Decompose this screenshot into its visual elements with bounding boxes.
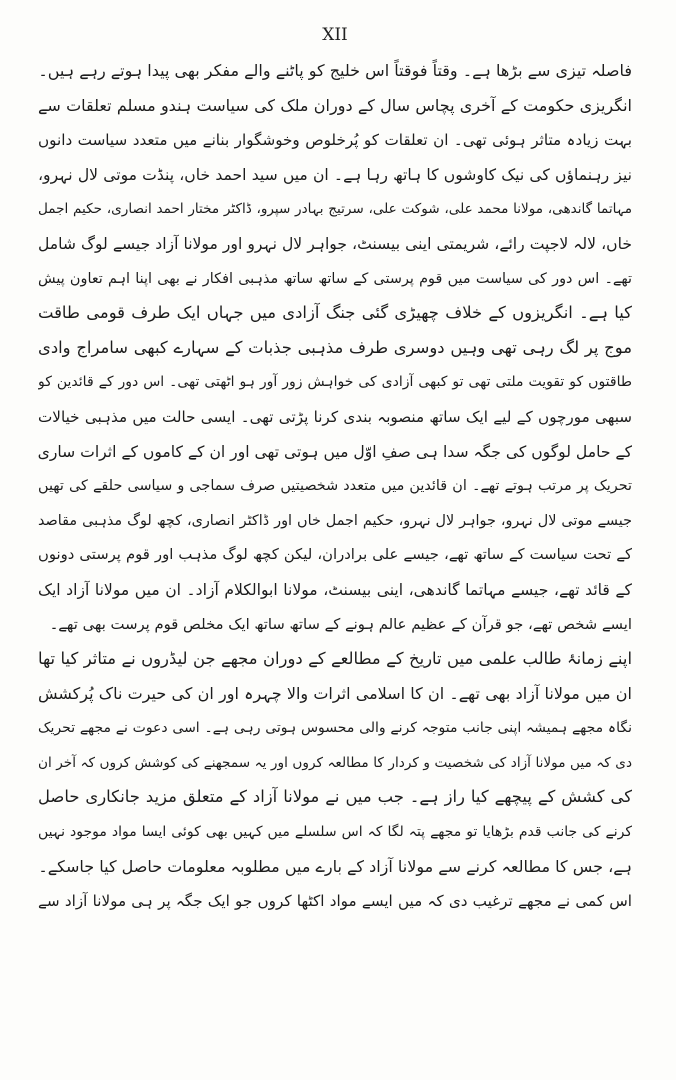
text-line: جیسے موتی لال نہرو، جواہر لال نہرو، حکیم اجمل خاں اور ڈاکٹر انصاری، کچھ لوگ مذہبی مقاصد	[38, 512, 632, 529]
text-line: ان میں مولانا آزاد بھی تھے۔ ان کا اسلامی اثرات والا چہرہ اور ان کی حیرت ناک پُرکشش	[38, 683, 632, 703]
text-line: ہے، جس کا مطالعہ کرنے سے مولانا آزاد کے بارے میں مطلوبہ معلومات حاصل کیا جاسکے۔	[38, 856, 632, 876]
text-line: کی کشش کے پیچھے کیا راز ہے۔ جب میں نے مولانا آزاد کے متعلق مزید جانکاری حاصل	[38, 787, 632, 807]
text-line: ایسے شخص تھے، جو قرآن کے عظیم عالم ہونے کے ساتھ ساتھ ایک مخلص قوم پرست بھی تھے۔	[49, 615, 632, 633]
text-line: کرنے کی جانب قدم بڑھایا تو مجھے پتہ لگا کہ اس سلسلے میں کہیں بھی کوئی ایسا مواد موجود نہیں	[38, 824, 632, 841]
text-line: اس کمی نے مجھے ترغیب دی کہ میں ایسے مواد اکٹھا کروں جو ایک جگہ پر ہی مولانا آزاد سے	[38, 892, 632, 911]
text-line: کے تحت سیاست کے ساتھ تھے، جیسے علی برادران، لیکن کچھ لوگ مذہب اور قوم پرستی دونوں	[38, 546, 632, 564]
text-line: تحریک پر مرتب ہوتے تھے۔ ان قائدین میں متعدد شخصیتیں صرف سماجی و سیاسی حلقے کی تھیں	[38, 478, 632, 495]
text-line: کیا ہے۔ انگریزوں کے خلاف چھیڑی گئی جنگ آزادی میں جہاں ایک طرف قومی طاقت	[38, 303, 632, 323]
text-line: تھے۔ اس دور کی سیاست میں قوم پرستی کے ساتھ ساتھ مذہبی افکار نے بھی اپنا اہم تعاون پیش	[38, 270, 632, 287]
text-line: خاں، لالہ لاجپت رائے، شریمتی اینی بیسنٹ، جواہر لال نہرو اور مولانا آزاد جیسے لوگ شامل	[38, 234, 632, 253]
page-number: XII	[322, 25, 348, 45]
text-line: اپنے زمانۂ طالب علمی میں تاریخ کے مطالعے کے دوران مجھے جن لیڈروں نے متاثر کیا تھا	[38, 649, 632, 669]
text-line: سبھی مورچوں کے لیے ایک ساتھ منصوبہ بندی کرنا پڑتی تھی۔ ایسی حالت میں مذہبی خیالات	[38, 407, 632, 426]
text-line: نیز رہنماؤں کی نیک کاوشوں کا ہاتھ رہا ہے۔ ان میں سید احمد خاں، پنڈت موتی لال نہرو،	[38, 165, 632, 184]
text-line: طاقتوں کو تقویت ملتی تھی تو کبھی آزادی کی خواہش زور آور ہو اٹھتی تھی۔ اس دور کے قائدین کو	[38, 374, 632, 391]
text-line: کے قائد تھے، جیسے مہاتما گاندھی، اینی بیسنٹ، مولانا ابوالکلام آزاد۔ ان میں مولانا آزاد ایک	[38, 580, 632, 599]
text-line: دی کہ میں مولانا آزاد کی شخصیت و کردار کا مطالعہ کروں اور یہ سمجھنے کی کوشش کروں کہ آخر ان	[38, 754, 632, 771]
text-line: انگریزی حکومت کے آخری پچاس سال کے دوران ملک کی سیاست ہندو مسلم تعلقات سے	[38, 95, 632, 115]
text-line: موج پر لگ رہی تھی وہیں دوسری طرف مذہبی جذبات کے سہارے کبھی سامراج وادی	[38, 337, 632, 357]
text-line: نگاہ مجھے ہمیشہ اپنی جانب متوجہ کرنے والی محسوس ہوتی رہی ہے۔ اسی دعوت نے مجھے تحریک	[38, 720, 632, 737]
text-line: کے حامل لوگوں کی جگہ سدا ہی صفِ اوّل میں ہوتی تھی اور ان کے کاموں کے اثرات ساری	[38, 442, 632, 461]
text-line: بہت زیادہ متاثر ہوئی تھی۔ ان تعلقات کو پُرخلوص وخوشگوار بنانے میں متعدد سیاست دانوں	[38, 131, 632, 150]
body-text	[38, 54, 632, 919]
text-line: فاصلہ تیزی سے بڑھا ہے۔ وقتاً فوقتاً اس خلیج کو پاٹنے والے مفکر بھی پیدا ہوتے رہے ہیں۔	[38, 61, 632, 80]
text-line: مہاتما گاندھی، مولانا محمد علی، شوکت علی، سرتیج بہادر سپرو، ڈاکٹر مختار احمد انصاری، حکیم اجمل	[38, 201, 632, 218]
